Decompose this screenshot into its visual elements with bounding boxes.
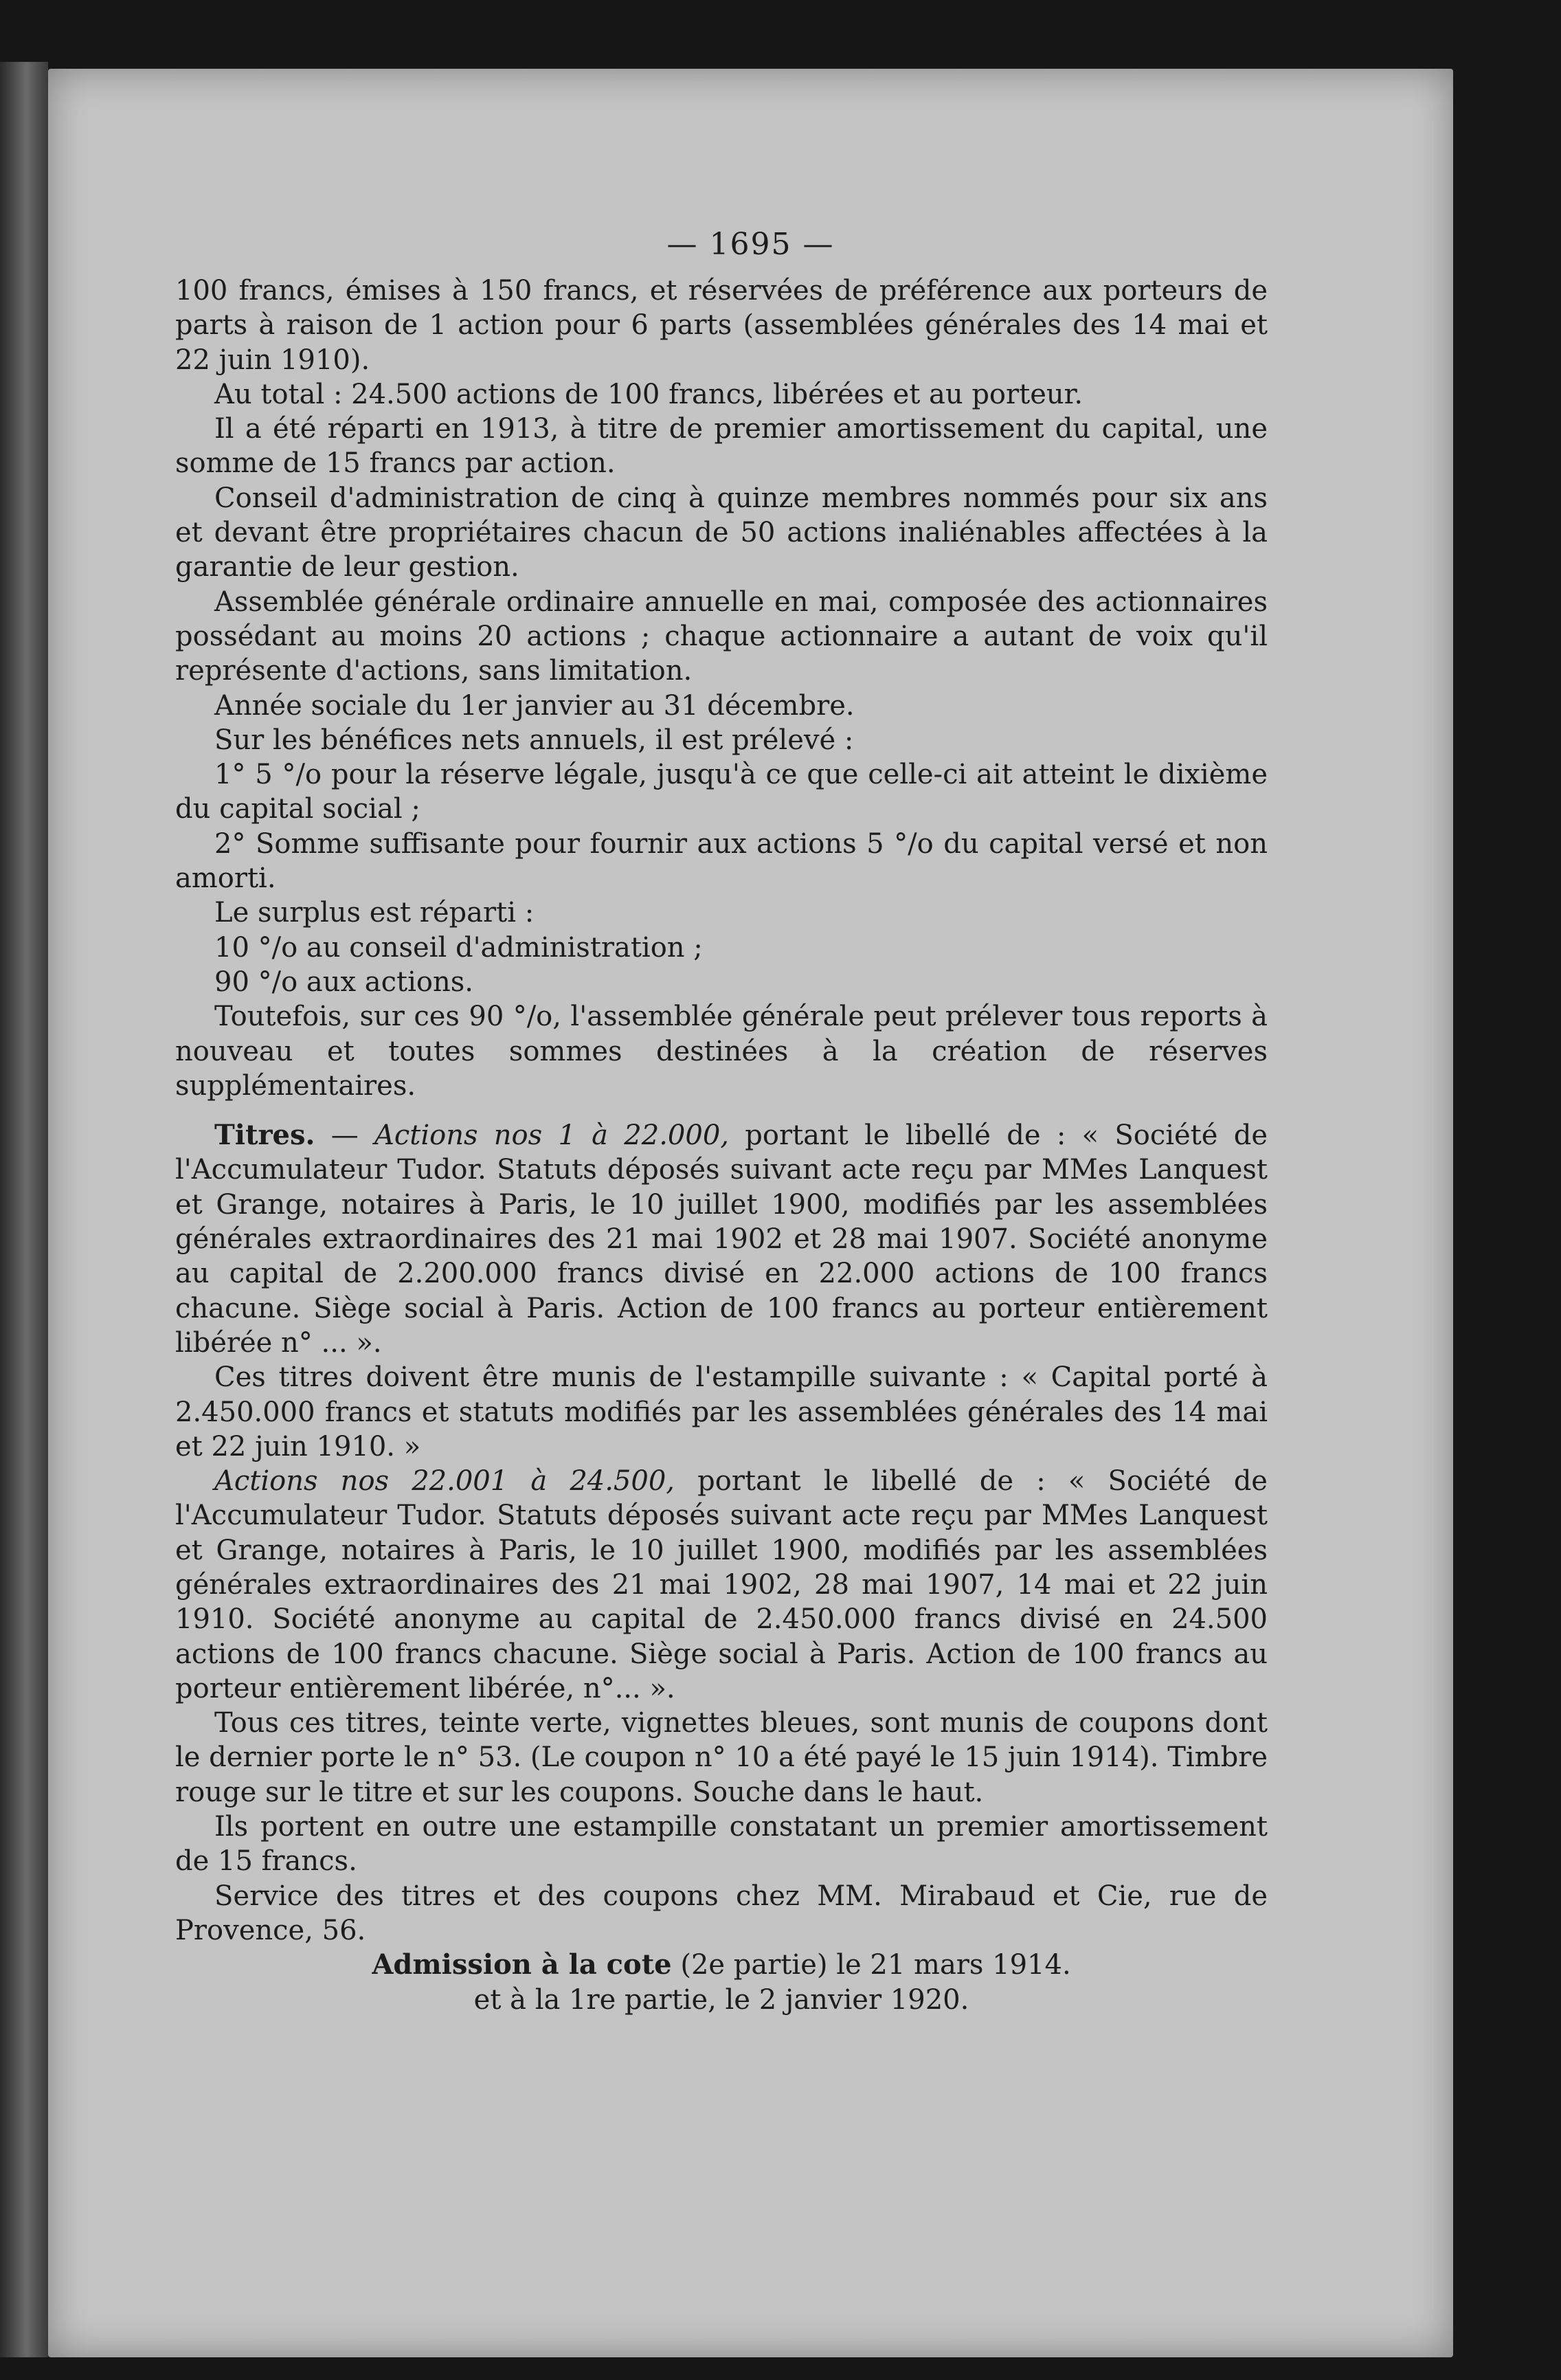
admission-line [175,1948,1268,1982]
paragraph: Il a été réparti en 1913, à titre de premier amortissement du capital, une somme de 15 francs par action. [175,413,1268,480]
actions-range: Actions nos 1 à 22.000, [374,1120,729,1152]
paragraph-text: portant le libellé de : « Société de l'Accumulateur Tudor. Statuts déposés suivant acte reçu par MMes Lanquest et Grange, notaires à Paris, le 10 juillet 1900, modifiés par les assemblées générales extraordinaires des 21 mai 1902, 28 mai 1907, 14 mai et 22 juin 1910. Société anonyme au capital de 2.450.000 francs divisé en 24.500 actions de 100 francs chacune. Siège social à Paris. Action de 100 francs au porteur entièrement libérée, n°... ». [175,1465,1268,1704]
paragraph: Assemblée générale ordinaire annuelle en mai, composée des actionnaires possédant au moins 20 actions ; chaque actionnaire a autant de voix qu'il représente d'actions, sans limitation. [175,586,1268,687]
actions-range: Actions nos 22.001 à 24.500, [214,1465,675,1498]
paragraph: 90 °/o aux actions. [214,966,473,998]
paragraph: Année sociale du 1er janvier au 31 décembre. [214,689,855,722]
body-text [175,274,1268,2017]
admission-line-2: et à la 1re partie, le 2 janvier 1920. [473,1983,969,2016]
paragraph: 2° Somme suffisante pour fournir aux actions 5 °/o du capital versé et non amorti. [175,827,1268,895]
spacer [175,1103,1268,1118]
titres-paragraph [175,1118,1268,1360]
paragraph: 1° 5 °/o pour la réserve légale, jusqu'à ce que celle-ci ait atteint le dixième du capital social ; [175,759,1268,825]
page-number: — 1695 — [666,227,835,262]
paragraph: 10 °/o au conseil d'administration ; [214,931,703,964]
paragraph: Conseil d'administration de cinq à quinze membres nommés pour six ans et devant être propriétaires chacun de 50 actions inaliénables affectées à la garantie de leur gestion. [175,482,1268,583]
adjacent-page-edge [0,62,48,2357]
dash: — [315,1120,374,1152]
paragraph: Toutefois, sur ces 90 °/o, l'assemblée générale peut prélever tous reports à nouveau et toutes sommes destinées à la création de réserves supplémentaires. [175,1001,1268,1102]
paragraph: Le surplus est réparti : [214,897,535,929]
titres-heading: Titres. [214,1119,315,1152]
paragraph: Ces titres doivent être munis de l'estampille suivante : « Capital porté à 2.450.000 francs et statuts modifiés par les assemblées générales des 14 mai et 22 juin 1910. » [175,1361,1268,1463]
paragraph: Au total : 24.500 actions de 100 francs, libérées et au porteur. [214,378,1083,410]
paragraph: Ils portent en outre une estampille constatant un premier amortissement de 15 francs. [175,1811,1268,1878]
actions-paragraph [175,1464,1268,1706]
admission-date: (2e partie) le 21 mars 1914. [671,1949,1071,1981]
paragraph: Service des titres et des coupons chez MM. Mirabaud et Cie, rue de Provence, 56. [175,1880,1268,1946]
paragraph: 100 francs, émises à 150 francs, et réservées de préférence aux porteurs de parts à raison de 1 action pour 6 parts (assemblées générales des 14 mai et 22 juin 1910). [175,275,1268,376]
paragraph: Sur les bénéfices nets annuels, il est prélevé : [214,724,854,756]
paragraph-text: portant le libellé de : « Société de l'Accumulateur Tudor. Statuts déposés suivant acte reçu par MMes Lanquest et Grange, notaires à Paris, le 10 juillet 1900, modifiés par les assemblées générales extraordinaires des 21 mai 1902 et 28 mai 1907. Société anonyme au capital de 2.200.000 francs divisé en 22.000 actions de 100 francs chacune. Siège social à Paris. Action de 100 francs au porteur entièrement libérée n° ... ». [175,1120,1268,1359]
admission-heading: Admission à la cote [372,1948,672,1981]
document-page [48,69,1453,2357]
paragraph: Tous ces titres, teinte verte, vignettes bleues, sont munis de coupons dont le dernier porte le n° 53. (Le coupon n° 10 a été payé le 15 juin 1914). Timbre rouge sur le titre et sur les coupons. Souche dans le haut. [175,1707,1268,1808]
